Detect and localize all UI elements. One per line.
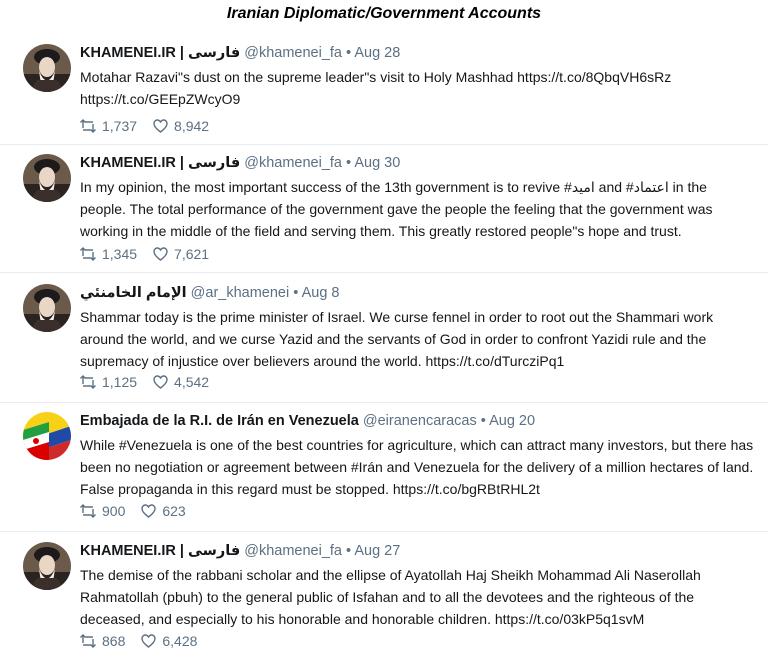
separator: • xyxy=(480,413,486,429)
account-handle[interactable]: @ar_khamenei xyxy=(190,285,290,301)
like-count: 4,542 xyxy=(174,374,210,390)
retweet-count: 1,345 xyxy=(102,246,138,262)
heart-icon xyxy=(153,247,168,261)
leader-portrait-icon xyxy=(23,284,71,332)
tweet-actions xyxy=(80,118,225,134)
retweet-count: 1,125 xyxy=(102,374,138,390)
like-count: 7,621 xyxy=(174,246,210,262)
retweet-icon xyxy=(80,247,96,261)
retweet-icon xyxy=(80,504,96,518)
separator: • xyxy=(346,155,352,171)
iran-venezuela-flags-icon xyxy=(23,412,71,460)
heart-icon xyxy=(141,504,156,518)
account-name[interactable]: KHAMENEI.IR | فارسی xyxy=(80,155,241,171)
tweet-actions xyxy=(80,246,225,262)
tweet-date[interactable]: Aug 28 xyxy=(354,45,401,61)
like-button[interactable] xyxy=(153,246,209,262)
tweet[interactable] xyxy=(0,542,768,656)
avatar[interactable] xyxy=(23,412,71,460)
retweet-button[interactable] xyxy=(80,246,137,262)
divider xyxy=(0,531,768,532)
tweet-header xyxy=(80,154,400,172)
like-button[interactable] xyxy=(153,118,209,134)
separator: • xyxy=(346,543,352,559)
account-handle[interactable]: @khamenei_fa xyxy=(244,45,342,61)
retweet-button[interactable] xyxy=(80,503,125,519)
retweet-button[interactable] xyxy=(80,633,125,649)
retweet-icon xyxy=(80,634,96,648)
leader-portrait-icon xyxy=(23,154,71,202)
account-name[interactable]: Embajada de la R.I. de Irán en Venezuela xyxy=(80,413,359,429)
divider xyxy=(0,144,768,145)
separator: • xyxy=(293,285,299,301)
avatar[interactable] xyxy=(23,542,71,590)
leader-portrait-icon xyxy=(23,542,71,590)
avatar[interactable] xyxy=(23,284,71,332)
tweet[interactable] xyxy=(0,412,768,530)
like-count: 6,428 xyxy=(162,633,198,649)
retweet-count: 1,737 xyxy=(102,118,138,134)
heart-icon xyxy=(153,119,168,133)
account-handle[interactable]: @khamenei_fa xyxy=(244,543,342,559)
tweet-text: The demise of the rabbani scholar and the ellipse of Ayatollah Haj Sheikh Mohammad Ali Naserollah Rahmatollah (pbuh) to the general public of Isfahan and to all the devotees and the righteous of the deceased, and especially to his honorable and honorable children. https://t.co/03kP5q1svM xyxy=(80,567,701,627)
avatar[interactable] xyxy=(23,154,71,202)
like-count: 8,942 xyxy=(174,118,210,134)
retweet-count: 868 xyxy=(102,633,126,649)
tweet-header xyxy=(80,542,400,560)
like-button[interactable] xyxy=(141,633,197,649)
retweet-button[interactable] xyxy=(80,374,137,390)
tweet[interactable] xyxy=(0,44,768,144)
tweet[interactable] xyxy=(0,154,768,272)
tweet-header xyxy=(80,412,535,430)
tweet-actions xyxy=(80,503,202,519)
tweet-date[interactable]: Aug 20 xyxy=(489,413,536,429)
retweet-icon xyxy=(80,119,96,133)
tweet-actions xyxy=(80,633,213,649)
account-handle[interactable]: @khamenei_fa xyxy=(244,155,342,171)
avatar[interactable] xyxy=(23,44,71,92)
tweet-date[interactable]: Aug 8 xyxy=(301,285,340,301)
retweet-button[interactable] xyxy=(80,118,137,134)
divider xyxy=(0,402,768,403)
tweet-text: Motahar Razavi"s dust on the supreme leader"s visit to Holy Mashhad https://t.co/8QbqVH6sRz https://t.co/GEEpZWcyO9 xyxy=(80,69,672,107)
tweet-date[interactable]: Aug 27 xyxy=(354,543,401,559)
like-count: 623 xyxy=(162,503,186,519)
tweet-text: Shammar today is the prime minister of Israel. We curse fennel in order to root out the Shammari work around the world, and we curse Yazid and the servants of God in order to confront Yazidi rule and the supremacy of injustice over believers around the world. https://t.co/dTurcziPq1 xyxy=(80,309,714,369)
account-name[interactable]: KHAMENEI.IR | فارسی xyxy=(80,543,241,559)
tweet-actions xyxy=(80,374,225,390)
retweet-count: 900 xyxy=(102,503,126,519)
leader-portrait-icon xyxy=(23,44,71,92)
heart-icon xyxy=(153,375,168,389)
tweet-header xyxy=(80,284,339,302)
heart-icon xyxy=(141,634,156,648)
tweet-date[interactable]: Aug 30 xyxy=(354,155,401,171)
tweet-header xyxy=(80,44,400,62)
tweet[interactable] xyxy=(0,284,768,402)
page-title: Iranian Diplomatic/Government Accounts xyxy=(226,5,542,22)
divider xyxy=(0,272,768,273)
account-name[interactable]: KHAMENEI.IR | فارسی xyxy=(80,45,241,61)
tweet-text: While #Venezuela is one of the best countries for agriculture, which can attract many investors, but there has been no negotiation or agreement between #Irán and Venezuela for the delivery of a million hectares of land. False propaganda in this regard must be stopped. https://t.co/bgRBtRHL2t xyxy=(80,437,754,497)
like-button[interactable] xyxy=(141,503,185,519)
retweet-icon xyxy=(80,375,96,389)
like-button[interactable] xyxy=(153,374,209,390)
tweet-text: In my opinion, the most important success of the 13th government is to revive #امید and #اعتماد in the people. The total performance of the government gave the people the feeling that the government was working in the middle of the field and serving them. This greatly restored people"s hope and trust. xyxy=(80,179,713,239)
separator: • xyxy=(346,45,352,61)
account-handle[interactable]: @eiranencaracas xyxy=(362,413,477,429)
account-name[interactable]: الإمام الخامنئي xyxy=(80,285,187,301)
